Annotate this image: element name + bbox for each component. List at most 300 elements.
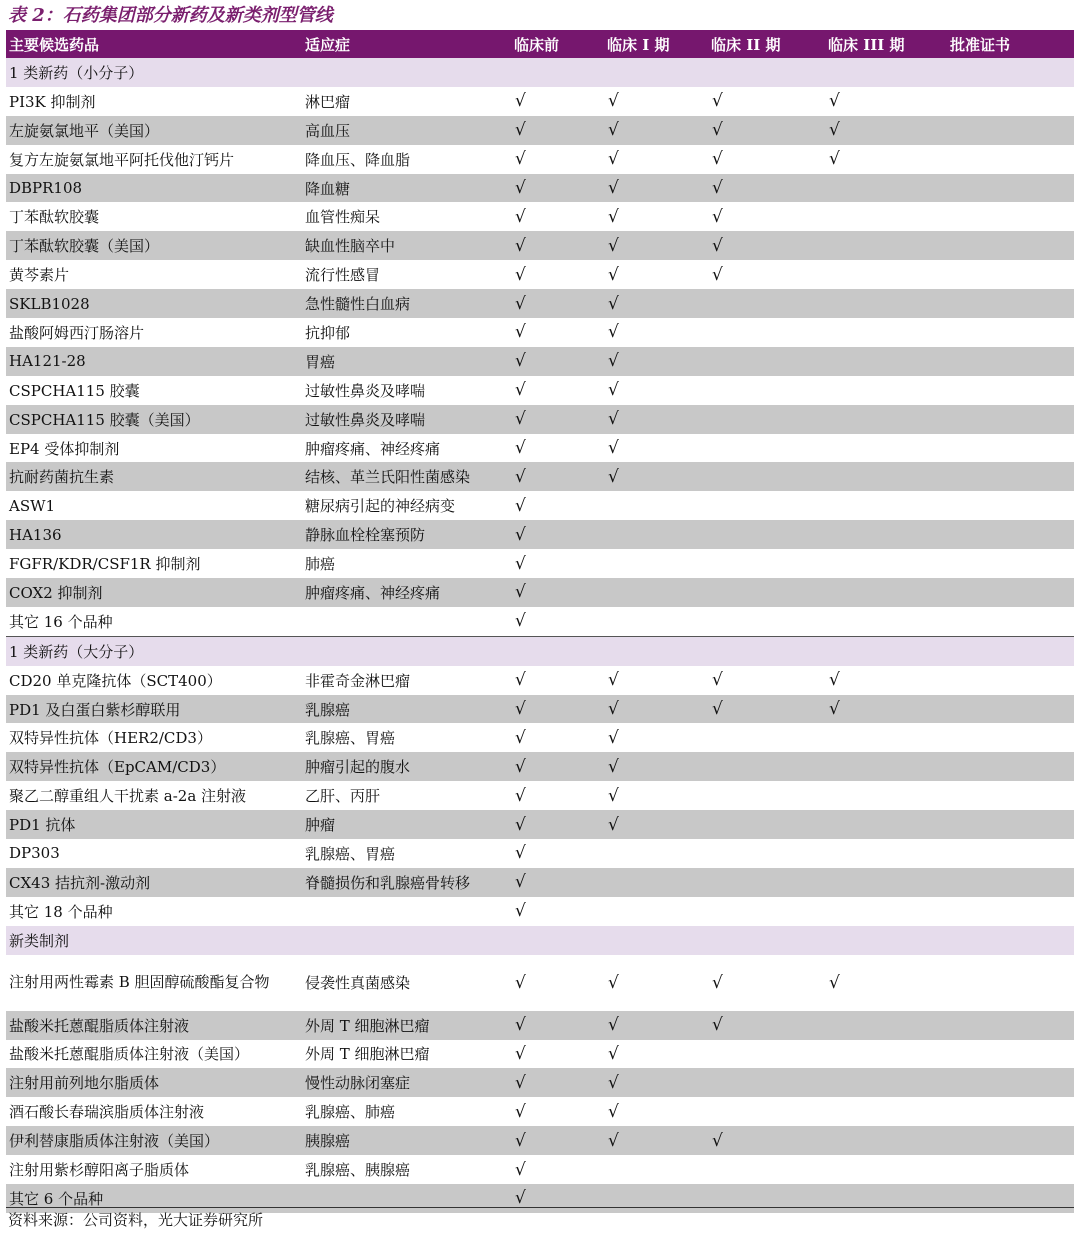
stage-approval-cell (947, 578, 1074, 607)
indication: 乳腺癌、胰腺癌 (305, 1161, 411, 1179)
check-mark-icon: √ (515, 1130, 526, 1151)
drug-name: 其它 16 个品种 (6, 607, 302, 636)
section-label: 新类制剂 (6, 926, 1074, 955)
check-mark-icon: √ (515, 91, 526, 112)
check-mark-icon: √ (608, 206, 619, 227)
check-mark-icon: √ (829, 670, 840, 691)
check-mark-icon: √ (608, 351, 619, 372)
table-row (6, 174, 1074, 203)
stage-preclinical-cell (511, 462, 604, 491)
indication: 乳腺癌、胃癌 (305, 844, 396, 863)
check-mark-icon: √ (515, 901, 526, 922)
indication: 降血糖 (302, 174, 511, 203)
stage-preclinical-cell (511, 868, 604, 897)
check-mark-icon: √ (515, 351, 526, 372)
stage-approval-cell (947, 202, 1074, 231)
indication: 外周 T 细胞淋巴瘤 (302, 1011, 511, 1040)
stage-phase-1-cell (604, 202, 708, 231)
stage-phase-3-cell (825, 434, 947, 463)
check-mark-icon: √ (515, 611, 526, 632)
check-mark-icon: √ (515, 872, 526, 893)
stage-phase-1-cell (604, 695, 708, 724)
check-mark-icon: √ (712, 206, 723, 227)
check-mark-icon: √ (712, 1015, 723, 1036)
stage-approval-cell (947, 520, 1074, 549)
check-mark-icon: √ (608, 120, 619, 141)
stage-approval-cell (947, 318, 1074, 347)
table-row (6, 810, 1074, 839)
stage-phase-2-cell (708, 520, 825, 549)
stage-phase-2-cell (708, 231, 825, 260)
table-row (6, 578, 1074, 607)
drug-name: 注射用紫杉醇阳离子脂质体 (9, 1161, 190, 1179)
stage-preclinical-cell (511, 839, 604, 868)
source-note: 资料来源：公司资料，光大证券研究所 (8, 1211, 264, 1229)
stage-phase-2-cell (708, 347, 825, 376)
stage-preclinical-cell (511, 1011, 604, 1040)
check-mark-icon: √ (515, 178, 526, 198)
indication (302, 1184, 511, 1213)
check-mark-icon: √ (515, 972, 526, 993)
check-mark-icon: √ (829, 149, 840, 170)
stage-phase-1-cell (604, 174, 708, 203)
stage-preclinical-cell (511, 955, 604, 1011)
check-mark-icon: √ (608, 727, 619, 748)
table-body (6, 58, 1074, 1213)
check-mark-icon: √ (515, 409, 526, 430)
check-mark-icon: √ (515, 1043, 526, 1064)
check-mark-icon: √ (608, 409, 619, 430)
check-mark-icon: √ (608, 1130, 619, 1151)
stage-phase-2-cell (708, 955, 825, 1011)
drug-name: EP4 受体抑制剂 (9, 439, 120, 458)
stage-phase-3-cell (825, 145, 947, 174)
check-mark-icon: √ (515, 495, 526, 516)
check-mark-icon: √ (608, 670, 619, 691)
header-indication: 适应症 (302, 30, 511, 58)
table-row (6, 87, 1074, 116)
stage-phase-1-cell (604, 405, 708, 434)
stage-phase-2-cell (708, 434, 825, 463)
stage-phase-1-cell (604, 520, 708, 549)
indication: 乳腺癌 (302, 695, 511, 724)
stage-approval-cell (947, 1011, 1074, 1040)
check-mark-icon: √ (515, 582, 526, 603)
drug-name: 其它 18 个品种 (9, 902, 113, 921)
check-mark-icon: √ (712, 120, 723, 141)
indication: 非霍奇金淋巴瘤 (305, 671, 411, 690)
stage-phase-1-cell (604, 607, 708, 636)
stage-phase-2-cell (708, 1097, 825, 1126)
stage-approval-cell (947, 289, 1074, 318)
check-mark-icon: √ (515, 438, 526, 459)
stage-approval-cell (947, 955, 1074, 1011)
stage-approval-cell (947, 376, 1074, 405)
stage-phase-1-cell (604, 1068, 708, 1097)
table-row (6, 260, 1074, 289)
table-row (6, 434, 1074, 463)
table-row (6, 1097, 1074, 1126)
stage-phase-3-cell (825, 87, 947, 116)
stage-preclinical-cell (511, 520, 604, 549)
table-row (6, 1155, 1074, 1184)
stage-approval-cell (947, 810, 1074, 839)
check-mark-icon: √ (515, 235, 526, 256)
stage-phase-1-cell (604, 1184, 708, 1213)
check-mark-icon: √ (712, 670, 723, 691)
check-mark-icon: √ (608, 699, 619, 720)
stage-preclinical-cell (511, 231, 604, 260)
header-row (6, 30, 1074, 58)
table-row (6, 752, 1074, 781)
drug-name: PI3K 抑制剂 (9, 92, 96, 111)
stage-phase-2-cell (708, 868, 825, 897)
stage-phase-3-cell (825, 405, 947, 434)
drug-name: 黄芩素片 (9, 266, 70, 285)
stage-phase-3-cell (825, 549, 947, 578)
check-mark-icon: √ (608, 785, 619, 806)
stage-phase-2-cell (708, 1184, 825, 1213)
table-row (6, 1011, 1074, 1040)
table-row (6, 955, 1074, 1011)
drug-name: 盐酸阿姆西汀肠溶片 (9, 323, 145, 342)
drug-name: CX43 拮抗剂-激动剂 (6, 868, 302, 897)
stage-preclinical-cell (511, 1040, 604, 1069)
stage-preclinical-cell (511, 607, 604, 636)
check-mark-icon: √ (608, 91, 619, 112)
check-mark-icon: √ (829, 972, 840, 993)
check-mark-icon: √ (515, 149, 526, 170)
check-mark-icon: √ (712, 264, 723, 285)
check-mark-icon: √ (515, 466, 526, 487)
stage-phase-1-cell (604, 549, 708, 578)
stage-approval-cell (947, 1068, 1074, 1097)
stage-phase-1-cell (604, 839, 708, 868)
stage-phase-3-cell (825, 347, 947, 376)
stage-phase-3-cell (825, 376, 947, 405)
stage-approval-cell (947, 695, 1074, 724)
indication: 淋巴瘤 (305, 92, 351, 111)
check-mark-icon: √ (829, 120, 840, 141)
drug-name: 酒石酸长春瑞滨脂质体注射液 (9, 1103, 205, 1122)
table-row (6, 781, 1074, 810)
indication: 慢性动脉闭塞症 (302, 1068, 511, 1097)
header-phase-2: 临床 II 期 (708, 30, 825, 58)
section-row (6, 58, 1074, 87)
header-phase-1: 临床 I 期 (604, 30, 708, 58)
table-row (6, 145, 1074, 174)
stage-preclinical-cell (511, 1068, 604, 1097)
stage-phase-1-cell (604, 1011, 708, 1040)
table-row (6, 231, 1074, 260)
check-mark-icon: √ (515, 524, 526, 545)
stage-phase-3-cell (825, 520, 947, 549)
check-mark-icon: √ (712, 1130, 723, 1151)
check-mark-icon: √ (515, 206, 526, 227)
check-mark-icon: √ (515, 1015, 526, 1036)
section-label: 1 类新药（小分子） (6, 58, 1074, 87)
stage-phase-2-cell (708, 174, 825, 203)
drug-name: DBPR108 (6, 174, 302, 203)
check-mark-icon: √ (608, 235, 619, 256)
check-mark-icon: √ (712, 699, 723, 720)
table-row (6, 723, 1074, 752)
indication: 乳腺癌、肺癌 (305, 1103, 396, 1122)
stage-phase-1-cell (604, 462, 708, 491)
check-mark-icon: √ (608, 814, 619, 835)
indication: 胰腺癌 (302, 1126, 511, 1155)
stage-phase-2-cell (708, 318, 825, 347)
stage-phase-1-cell (604, 318, 708, 347)
drug-name: FGFR/KDR/CSF1R 抑制剂 (9, 555, 201, 574)
stage-preclinical-cell (511, 1184, 604, 1213)
stage-approval-cell (947, 752, 1074, 781)
check-mark-icon: √ (515, 322, 526, 343)
check-mark-icon: √ (608, 1015, 619, 1036)
section-label: 1 类新药（大分子） (6, 636, 1074, 665)
stage-phase-2-cell (708, 723, 825, 752)
stage-phase-2-cell (708, 202, 825, 231)
stage-phase-3-cell (825, 1184, 947, 1213)
drug-name: 丁苯酞软胶囊 (9, 208, 100, 227)
stage-approval-cell (947, 347, 1074, 376)
stage-phase-1-cell (604, 578, 708, 607)
drug-name: 伊利替康脂质体注射液（美国） (6, 1126, 302, 1155)
table-row (6, 1126, 1074, 1155)
stage-phase-3-cell (825, 116, 947, 145)
check-mark-icon: √ (515, 843, 526, 864)
stage-approval-cell (947, 405, 1074, 434)
check-mark-icon: √ (515, 699, 526, 720)
drug-name: DP303 (9, 844, 60, 863)
stage-preclinical-cell (511, 376, 604, 405)
stage-phase-2-cell (708, 289, 825, 318)
stage-phase-2-cell (708, 1126, 825, 1155)
indication: 降血压、降血脂 (305, 150, 411, 169)
table-row (6, 376, 1074, 405)
indication: 流行性感冒 (305, 266, 381, 285)
indication: 肿瘤 (302, 810, 511, 839)
check-mark-icon: √ (515, 785, 526, 806)
stage-phase-3-cell (825, 578, 947, 607)
check-mark-icon: √ (608, 1043, 619, 1064)
stage-preclinical-cell (511, 723, 604, 752)
check-mark-icon: √ (608, 293, 619, 314)
stage-preclinical-cell (511, 116, 604, 145)
drug-name: 复方左旋氨氯地平阿托伐他汀钙片 (9, 150, 235, 169)
indication: 急性髓性白血病 (302, 289, 511, 318)
table-row (6, 405, 1074, 434)
stage-approval-cell (947, 260, 1074, 289)
check-mark-icon: √ (608, 1072, 619, 1093)
stage-preclinical-cell (511, 202, 604, 231)
stage-phase-3-cell (825, 174, 947, 203)
indication: 肿瘤疼痛、神经疼痛 (305, 439, 441, 458)
stage-phase-2-cell (708, 810, 825, 839)
stage-approval-cell (947, 549, 1074, 578)
drug-name: 双特异性抗体（EpCAM/CD3） (6, 752, 302, 781)
stage-phase-1-cell (604, 1155, 708, 1184)
stage-phase-1-cell (604, 145, 708, 174)
check-mark-icon: √ (712, 178, 723, 198)
indication: 缺血性脑卒中 (302, 231, 511, 260)
indication: 糖尿病引起的神经病变 (305, 497, 456, 516)
stage-phase-3-cell (825, 1068, 947, 1097)
table-row (6, 897, 1074, 926)
stage-phase-2-cell (708, 752, 825, 781)
stage-preclinical-cell (511, 1155, 604, 1184)
stage-preclinical-cell (511, 289, 604, 318)
stage-approval-cell (947, 462, 1074, 491)
stage-phase-2-cell (708, 116, 825, 145)
check-mark-icon: √ (608, 1101, 619, 1122)
check-mark-icon: √ (515, 380, 526, 401)
check-mark-icon: √ (515, 1159, 526, 1180)
pipeline-table-container (6, 30, 1074, 1213)
indication: 肿瘤引起的腹水 (302, 752, 511, 781)
section-row (6, 926, 1074, 955)
drug-name: SKLB1028 (6, 289, 302, 318)
check-mark-icon: √ (608, 756, 619, 777)
stage-phase-3-cell (825, 666, 947, 695)
stage-phase-3-cell (825, 318, 947, 347)
stage-phase-1-cell (604, 723, 708, 752)
check-mark-icon: √ (515, 670, 526, 691)
stage-approval-cell (947, 491, 1074, 520)
stage-phase-3-cell (825, 1097, 947, 1126)
indication: 静脉血栓栓塞预防 (302, 520, 511, 549)
table-row (6, 1040, 1074, 1069)
stage-phase-3-cell (825, 839, 947, 868)
check-mark-icon: √ (829, 91, 840, 112)
check-mark-icon: √ (515, 264, 526, 285)
stage-phase-1-cell (604, 491, 708, 520)
indication: 高血压 (302, 116, 511, 145)
table-row (6, 607, 1074, 636)
stage-phase-2-cell (708, 260, 825, 289)
stage-approval-cell (947, 145, 1074, 174)
stage-preclinical-cell (511, 405, 604, 434)
stage-phase-1-cell (604, 87, 708, 116)
stage-phase-1-cell (604, 116, 708, 145)
stage-phase-1-cell (604, 376, 708, 405)
drug-name: COX2 抑制剂 (6, 578, 302, 607)
stage-phase-3-cell (825, 1155, 947, 1184)
stage-preclinical-cell (511, 1097, 604, 1126)
indication: 外周 T 细胞淋巴瘤 (305, 1045, 430, 1064)
stage-phase-1-cell (604, 752, 708, 781)
stage-approval-cell (947, 868, 1074, 897)
section-row (6, 636, 1074, 665)
stage-approval-cell (947, 607, 1074, 636)
indication (302, 897, 511, 926)
indication: 抗抑郁 (305, 323, 351, 342)
stage-approval-cell (947, 87, 1074, 116)
check-mark-icon: √ (515, 1072, 526, 1093)
stage-preclinical-cell (511, 549, 604, 578)
stage-approval-cell (947, 1155, 1074, 1184)
stage-phase-2-cell (708, 781, 825, 810)
stage-preclinical-cell (511, 434, 604, 463)
indication: 过敏性鼻炎及哮喘 (305, 381, 426, 400)
drug-name: CD20 单克隆抗体（SCT400） (9, 671, 222, 690)
drug-name: PD1 及白蛋白紫杉醇联用 (6, 695, 302, 724)
pipeline-table (6, 30, 1074, 1213)
indication: 过敏性鼻炎及哮喘 (302, 405, 511, 434)
stage-preclinical-cell (511, 752, 604, 781)
table-row (6, 116, 1074, 145)
stage-phase-3-cell (825, 462, 947, 491)
drug-name: 丁苯酞软胶囊（美国） (6, 231, 302, 260)
stage-phase-3-cell (825, 955, 947, 1011)
stage-approval-cell (947, 666, 1074, 695)
stage-phase-3-cell (825, 695, 947, 724)
check-mark-icon: √ (515, 1188, 526, 1209)
indication: 胃癌 (302, 347, 511, 376)
stage-phase-1-cell (604, 347, 708, 376)
check-mark-icon: √ (608, 972, 619, 993)
indication: 侵袭性真菌感染 (305, 974, 411, 993)
stage-phase-2-cell (708, 549, 825, 578)
stage-approval-cell (947, 1184, 1074, 1213)
check-mark-icon: √ (608, 380, 619, 401)
stage-preclinical-cell (511, 318, 604, 347)
table-row (6, 549, 1074, 578)
stage-approval-cell (947, 839, 1074, 868)
stage-phase-2-cell (708, 578, 825, 607)
stage-approval-cell (947, 781, 1074, 810)
drug-name: HA136 (6, 520, 302, 549)
check-mark-icon: √ (712, 235, 723, 256)
stage-preclinical-cell (511, 260, 604, 289)
stage-phase-1-cell (604, 897, 708, 926)
stage-phase-2-cell (708, 839, 825, 868)
check-mark-icon: √ (608, 264, 619, 285)
indication: 乳腺癌、胃癌 (305, 729, 396, 748)
indication: 肺癌 (305, 555, 336, 574)
drug-name: 左旋氨氯地平（美国） (6, 116, 302, 145)
drug-name: 注射用前列地尔脂质体 (6, 1068, 302, 1097)
drug-name: 其它 6 个品种 (6, 1184, 302, 1213)
check-mark-icon: √ (712, 91, 723, 112)
stage-preclinical-cell (511, 491, 604, 520)
stage-phase-3-cell (825, 752, 947, 781)
stage-preclinical-cell (511, 1126, 604, 1155)
stage-approval-cell (947, 723, 1074, 752)
stage-preclinical-cell (511, 666, 604, 695)
stage-phase-2-cell (708, 607, 825, 636)
drug-name: CSPCHA115 胶囊（美国） (6, 405, 302, 434)
table-row (6, 868, 1074, 897)
drug-name: 盐酸米托蒽醌脂质体注射液 (6, 1011, 302, 1040)
stage-approval-cell (947, 231, 1074, 260)
check-mark-icon: √ (608, 149, 619, 170)
stage-phase-1-cell (604, 781, 708, 810)
stage-phase-3-cell (825, 491, 947, 520)
indication: 脊髓损伤和乳腺癌骨转移 (302, 868, 511, 897)
drug-name: ASW1 (9, 496, 56, 515)
stage-phase-1-cell (604, 1040, 708, 1069)
stage-phase-1-cell (604, 434, 708, 463)
indication: 乙肝、丙肝 (305, 787, 381, 806)
drug-name: 盐酸米托蒽醌脂质体注射液（美国） (9, 1045, 250, 1064)
table-row (6, 520, 1074, 549)
stage-preclinical-cell (511, 781, 604, 810)
stage-phase-1-cell (604, 260, 708, 289)
check-mark-icon: √ (515, 120, 526, 141)
stage-preclinical-cell (511, 810, 604, 839)
stage-phase-3-cell (825, 810, 947, 839)
